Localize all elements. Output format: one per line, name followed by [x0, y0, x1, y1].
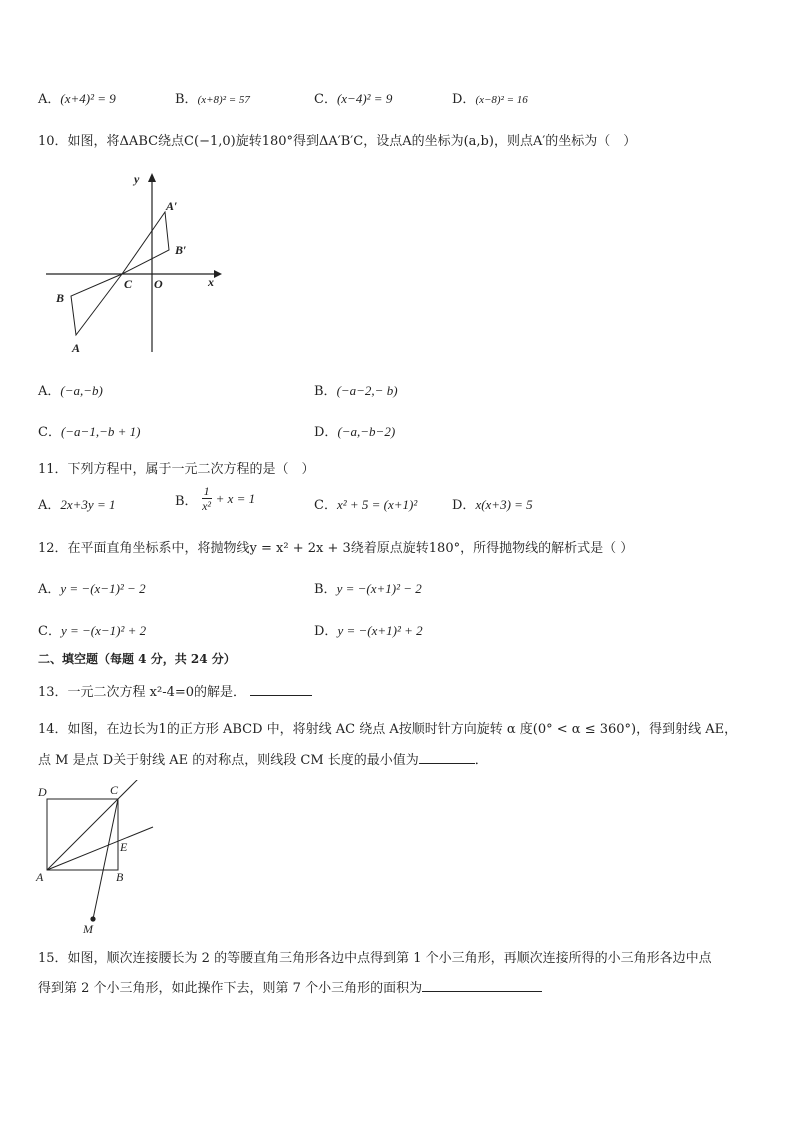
q14-text: 点 M 是点 D关于射线 AE 的对称点，则线段 CM 长度的最小值为: [38, 753, 419, 768]
label-b-prime: B′: [175, 243, 187, 257]
option-label: B．: [314, 384, 337, 399]
q10-stem: 10．如图，将ΔABC绕点C(−1,0)旋转180°得到ΔA′B′C，设点A的坐标为(a,b)，则点A′的坐标为（ ）: [38, 134, 637, 149]
option-label: A．: [38, 498, 61, 513]
label-c: C: [124, 277, 133, 291]
q9-option-b: [175, 88, 250, 107]
segment-cm: [93, 799, 118, 919]
q11-option-a: [38, 494, 115, 513]
option-expr: (x−8)² = 16: [475, 94, 528, 106]
option-expr: (−a,−b−2): [337, 424, 396, 439]
label-m: M: [83, 922, 93, 936]
option-expr: y = −(x+1)² − 2: [336, 581, 422, 596]
q11-option-b: [175, 484, 255, 514]
option-expr: 2x+3y = 1: [60, 497, 116, 512]
option-label: A．: [38, 582, 61, 597]
q14-line2: [38, 749, 488, 768]
option-label: B．: [175, 92, 198, 107]
q14-line1: 14．如图，在边长为1的正方形 ABCD 中，将射线 AC 绕点 A按顺时针方向旋转 α 度(0° < α ≤ 360°)，得到射线 AE，: [38, 722, 738, 737]
option-expr: (x+4)² = 9: [60, 91, 116, 106]
label-b: B: [116, 870, 124, 884]
ray-ae: [47, 827, 153, 870]
option-expr: y = −(x+1)² + 2: [337, 623, 423, 638]
option-label: B．: [314, 582, 337, 597]
q15-text: 得到第 2 个小三角形，如此操作下去，则第 7 个小三角形的面积为: [38, 981, 423, 996]
fraction-denominator: x²: [202, 499, 212, 513]
option-label: C．: [314, 498, 337, 513]
option-label: C．: [38, 425, 61, 440]
label-x: x: [208, 275, 214, 289]
option-label: B．: [175, 493, 198, 509]
option-expr: y = −(x−1)² − 2: [60, 581, 146, 596]
q9-option-c: [314, 88, 392, 107]
q12-option-b: [314, 578, 422, 597]
option-label: D．: [452, 498, 476, 513]
label-b: B: [56, 291, 65, 305]
option-expr: (x+8)² = 57: [197, 94, 250, 106]
q15-line1: 15．如图，顺次连接腰长为 2 的等腰直角三角形各边中点得到第 1 个小三角形，再顺次连接所得的小三角形各边中点: [38, 951, 712, 966]
option-label: A．: [38, 384, 61, 399]
option-label: D．: [314, 624, 338, 639]
q12-option-c: [38, 620, 146, 639]
q11-option-d: [452, 494, 533, 513]
answer-blank[interactable]: [419, 763, 475, 764]
label-a: A: [36, 870, 44, 884]
q10-option-c: [38, 421, 140, 440]
option-expr: (−a−1,−b + 1): [60, 424, 141, 439]
fraction-numerator: 1: [203, 484, 210, 498]
x-axis-arrow: [214, 270, 222, 278]
q15-line2: [38, 977, 542, 996]
q14-end: ．: [474, 753, 488, 768]
q11-stem: 11．下列方程中，属于一元二次方程的是（ ）: [38, 462, 315, 477]
diagonal-ac: [47, 799, 118, 870]
q13-text: 13．一元二次方程 x²-4=0的解是．: [38, 685, 247, 700]
q9-option-d: [452, 88, 528, 107]
y-axis-arrow: [148, 173, 156, 182]
option-expr: x² + 5 = (x+1)²: [336, 497, 418, 512]
q11-option-c: [314, 494, 417, 513]
ray-ac-ext: [118, 780, 138, 799]
q10-figure: [38, 168, 228, 360]
triangle-abc: [71, 274, 122, 335]
option-label: C．: [314, 92, 337, 107]
label-d: D: [38, 785, 47, 799]
option-label: C．: [38, 624, 61, 639]
label-a: A: [72, 341, 81, 355]
answer-blank[interactable]: [422, 991, 542, 992]
option-label: D．: [314, 425, 338, 440]
q9-option-a: [38, 88, 116, 107]
q13-stem: [38, 681, 312, 700]
section-title: 二、填空题（每题 4 分，共 24 分）: [38, 652, 236, 666]
option-expr: (−a,−b): [60, 383, 103, 398]
option-expr: + x = 1: [215, 491, 256, 506]
q10-option-d: [314, 421, 395, 440]
option-label: D．: [452, 92, 476, 107]
option-expr: x(x+3) = 5: [475, 497, 533, 512]
label-c: C: [110, 783, 119, 797]
label-o: O: [154, 277, 163, 291]
q12-option-a: [38, 578, 146, 597]
option-expr: (−a−2,− b): [336, 383, 398, 398]
option-expr: (x−4)² = 9: [336, 91, 393, 106]
option-label: A．: [38, 92, 61, 107]
q10-option-a: [38, 380, 103, 399]
label-a-prime: A′: [166, 199, 178, 213]
fraction: [202, 484, 212, 514]
answer-blank[interactable]: [250, 695, 312, 696]
q14-figure: [34, 780, 159, 938]
point-m: [90, 916, 95, 921]
q12-stem: 12．在平面直角坐标系中，将抛物线y = x² + 2x + 3绕着原点旋转180°，所得抛物线的解析式是（ ）: [38, 541, 634, 556]
q12-option-d: [314, 620, 423, 639]
q10-option-b: [314, 380, 398, 399]
label-y: y: [134, 172, 140, 186]
label-e: E: [120, 840, 128, 854]
option-expr: y = −(x−1)² + 2: [60, 623, 147, 638]
triangle-apbpc: [122, 212, 169, 274]
